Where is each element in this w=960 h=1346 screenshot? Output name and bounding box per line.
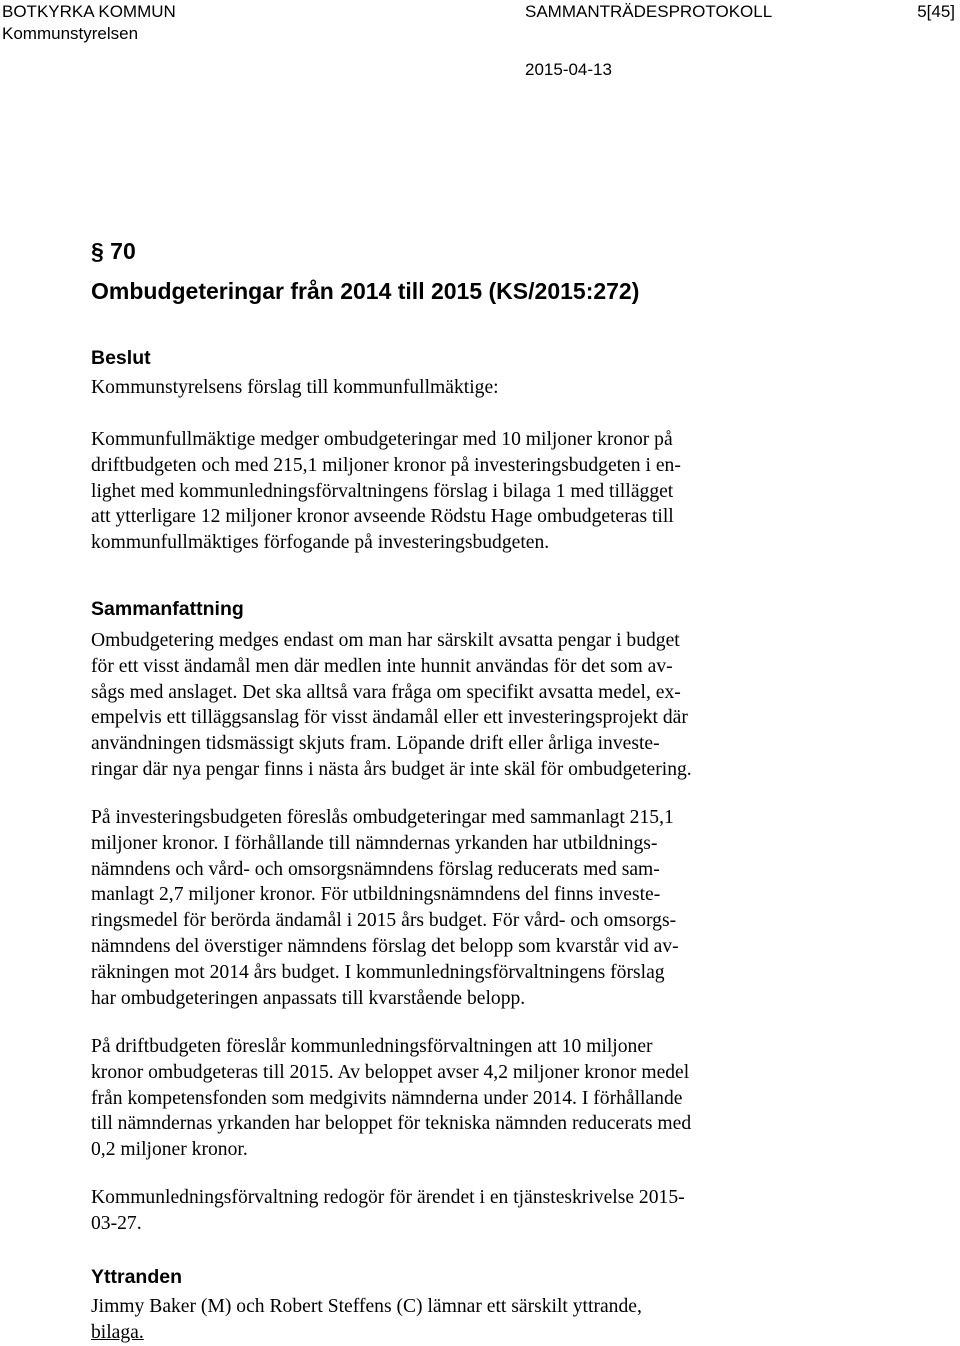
text-line: ringsmedel för berörda ändamål i 2015 års budget. För vård- och omsorgs- — [91, 910, 677, 932]
beslut-intro-text: Kommunstyrelsens förslag till kommunfullmäktige: — [91, 377, 499, 398]
sammanfattning-paragraph-1 — [91, 628, 791, 783]
text-line: nämndens del överstiger nämndens förslag det belopp som kvarstår vid av- — [91, 935, 679, 957]
text-line: kommunfullmäktiges förfogande på investeringsbudgeten. — [91, 532, 550, 554]
text-line: driftbudgeten och med 215,1 miljoner kronor på investeringsbudgeten i en- — [91, 454, 681, 476]
organization-name: BOTKYRKA KOMMUN — [2, 2, 176, 21]
text-line: från kompetensfonden som medgivits nämnderna under 2014. I förhållande — [91, 1087, 683, 1109]
page-number: 5[45] — [917, 2, 955, 21]
text-line: räkningen mot 2014 års budget. I kommunledningsförvaltningens förslag — [91, 961, 665, 983]
yttranden-heading: Yttranden — [91, 1266, 183, 1288]
beslut-heading: Beslut — [91, 347, 151, 369]
bilaga-link[interactable]: bilaga. — [91, 1321, 144, 1343]
sammanfattning-paragraph-2 — [91, 805, 791, 1011]
text-line: att ytterligare 12 miljoner kronor avseende Rödstu Hage ombudgeteras till — [91, 506, 674, 528]
sammanfattning-paragraph-4 — [91, 1185, 791, 1237]
text-line: användningen tidsmässigt skjuts fram. Löpande drift eller årliga investe- — [91, 733, 660, 755]
text-line: 03-27. — [91, 1212, 142, 1234]
text-line: har ombudgeteringen anpassats till kvarstående belopp. — [91, 987, 526, 1009]
text-line: miljoner kronor. I förhållande till nämndernas yrkanden har utbildnings- — [91, 832, 658, 854]
text-line: Jimmy Baker (M) och Robert Steffens (C) lämnar ett särskilt yttrande, — [91, 1296, 642, 1317]
text-line: Ombudgetering medges endast om man har särskilt avsatta pengar i budget — [91, 630, 680, 651]
text-line: På driftbudgeten föreslår kommunledningsförvaltningen att 10 miljoner — [91, 1036, 653, 1057]
text-line: På investeringsbudgeten föreslås ombudgeteringar med sammanlagt 215,1 — [91, 807, 674, 828]
sammanfattning-paragraph-3 — [91, 1034, 791, 1163]
text-line: kronor ombudgeteras till 2015. Av beloppet avser 4,2 miljoner kronor medel — [91, 1061, 690, 1083]
text-line: sågs med anslaget. Det ska alltså vara fråga om specifikt avsatta medel, ex- — [91, 681, 681, 703]
text-line: empelvis ett tilläggsanslag för visst ändamål eller ett investeringsprojekt där — [91, 707, 688, 729]
paragraph-number: § 70 — [91, 238, 136, 264]
text-line: Kommunledningsförvaltning redogör för ärendet i en tjänsteskrivelse 2015- — [91, 1187, 685, 1208]
beslut-intro — [91, 375, 791, 401]
text-line: manlagt 2,7 miljoner kronor. För utbildningsnämndens del finns investe- — [91, 884, 661, 906]
case-title: Ombudgeteringar från 2014 till 2015 (KS/2015:272) — [91, 278, 640, 304]
text-line: Kommunfullmäktige medger ombudgeteringar med 10 miljoner kronor på — [91, 429, 673, 450]
meeting-date: 2015-04-13 — [525, 60, 612, 79]
beslut-text — [91, 427, 791, 556]
text-line: till nämndernas yrkanden har beloppet för tekniska nämnden reducerats med — [91, 1113, 692, 1135]
text-line: lighet med kommunledningsförvaltningens förslag i bilaga 1 med tillägget — [91, 480, 674, 502]
yttranden-text — [91, 1294, 791, 1346]
document-type: SAMMANTRÄDESPROTOKOLL — [525, 2, 773, 21]
text-line: nämndens och vård- och omsorgsnämndens förslag reducerats med sam- — [91, 858, 660, 880]
text-line: 0,2 miljoner kronor. — [91, 1139, 248, 1161]
department-name: Kommunstyrelsen — [2, 24, 139, 43]
text-line: för ett visst ändamål men där medlen inte hunnit användas för det som av- — [91, 655, 673, 677]
text-line: ringar där nya pengar finns i nästa års budget är inte skäl för ombudgetering. — [91, 758, 692, 780]
sammanfattning-heading: Sammanfattning — [91, 598, 244, 620]
